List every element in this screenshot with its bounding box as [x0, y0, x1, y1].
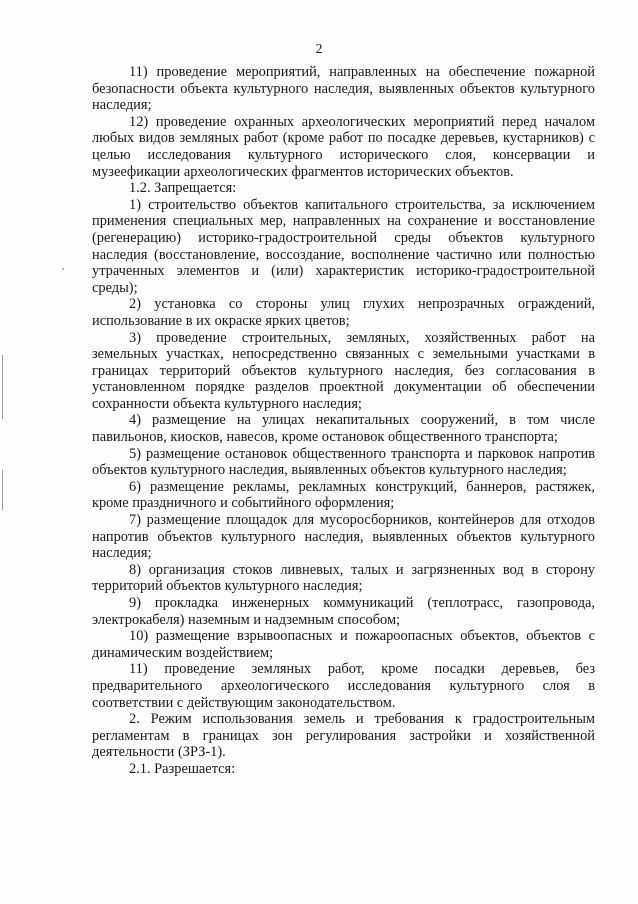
paragraph-prohibited-11: 11) проведение земляных работ, кроме посадки деревьев, без предварительного археологического исследования культурного слоя в соответствии с действующим законодательством. — [92, 661, 595, 711]
paragraph-prohibited-2: 2) установка со стороны улиц глухих непрозрачных ограждений, использование в их окраске ярких цветов; — [92, 296, 595, 329]
paragraph-prohibited-3: 3) проведение строительных, земляных, хозяйственных работ на земельных участках, непосредственно связанных с земельными участками в границах территорий объектов культурного наследия, без согласования в установленном порядке разделов проектной документации об обеспечении сохранности объекта культурного наследия; — [92, 329, 595, 412]
paragraph-prohibited-10: 10) размещение взрывоопасных и пожароопасных объектов, объектов с динамическим воздействием; — [92, 628, 595, 661]
paragraph-prohibited-5: 5) размещение остановок общественного транспорта и парковок напротив объектов культурного наследия, выявленных объектов культурного наследия; — [92, 445, 595, 479]
paragraph-prohibited-6: 6) размещение рекламы, рекламных конструкций, баннеров, растяжек, кроме праздничного и событийного оформления; — [92, 478, 595, 512]
paragraph-prohibited-7: 7) размещение площадок для мусоросборников, контейнеров для отходов напротив объектов культурного наследия, выявленных объектов культурного наследия; — [92, 512, 595, 562]
paragraph-item-12-archaeology: 12) проведение охранных археологических мероприятий перед началом любых видов земляных работ (кроме работ по посадке деревьев, кустарников) с целью исследования культурного исторического слоя, консервации и музеефикации археологических фрагментов исторических объектов. — [92, 113, 595, 180]
scan-mark — [2, 355, 3, 419]
paragraph-prohibited-8: 8) организация стоков ливневых, талых и загрязненных вод в сторону территорий объектов культурного наследия; — [92, 561, 595, 595]
scan-mark — [62, 268, 64, 270]
section-heading-zrz-1: 2. Режим использования земель и требования к градостроительным регламентам в границах зон регулирования застройки и хозяйственной деятельности (ЗРЗ-1). — [92, 711, 595, 761]
page-number: 2 — [315, 42, 323, 57]
paragraph-prohibited-4: 4) размещение на улицах некапитальных сооружений, в том числе павильонов, киосков, навесов, кроме остановок общественного транспорта; — [92, 412, 595, 446]
paragraph-item-11-fire-safety: 11) проведение мероприятий, направленных на обеспечение пожарной безопасности объекта культурного наследия, выявленных объектов культурного наследия; — [92, 64, 595, 114]
paragraph-prohibited-9: 9) прокладка инженерных коммуникаций (теплотрасс, газопровода, электрокабеля) наземным и надземным способом; — [92, 595, 595, 628]
paragraph-prohibited-1: 1) строительство объектов капитального строительства, за исключением применения специальных мер, направленных на сохранение и восстановление (регенерацию) историко-градостроительной среды объектов культурного наследия (восстановление, воссоздание, восполнение частично или полностью утраченных элементов и (или) характеристик историко-градостроительной среды); — [92, 196, 595, 296]
section-heading-allowed: 2.1. Разрешается: — [129, 760, 236, 777]
section-heading-prohibited: 1.2. Запрещается: — [129, 180, 237, 197]
scan-mark — [2, 470, 3, 510]
document-body — [92, 64, 595, 778]
